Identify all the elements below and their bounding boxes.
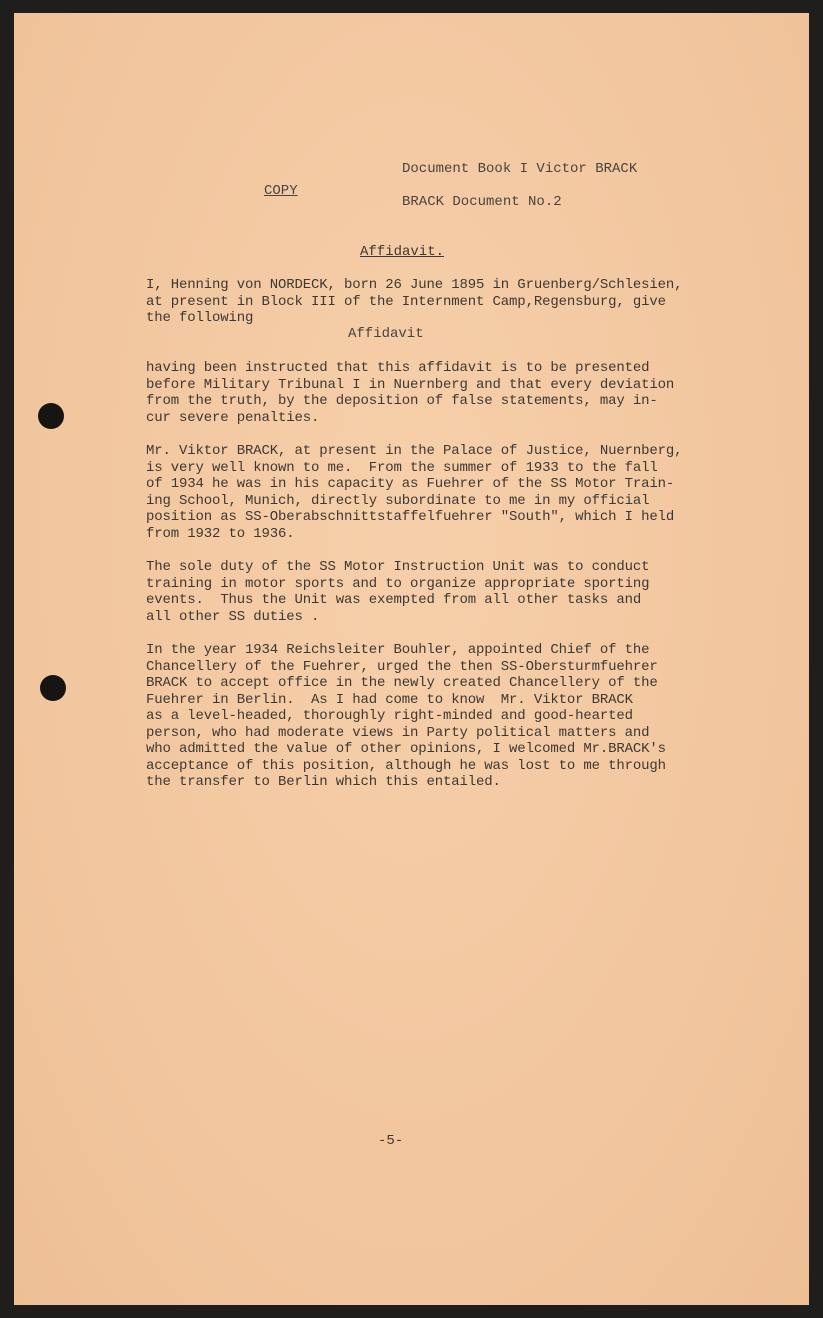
text-line: In the year 1934 Reichsleiter Bouhler, appointed Chief of the: [146, 642, 650, 658]
text-line: I, Henning von NORDECK, born 26 June 1895 in Gruenberg/Schlesien,: [146, 277, 683, 293]
text-line: before Military Tribunal I in Nuernberg and that every deviation: [146, 376, 675, 393]
affidavit-heading: Affidavit: [348, 326, 424, 342]
paragraph-instruction: [146, 360, 706, 426]
punch-hole: [38, 403, 64, 429]
text-line: ing School, Munich, directly subordinate to me in my official: [146, 492, 650, 509]
text-line: person, who had moderate views in Party political matters and: [146, 724, 650, 741]
text-line: from the truth, by the deposition of false statements, may in-: [146, 393, 658, 409]
text-line: having been instructed that this affidavit is to be presented: [146, 360, 650, 376]
document-book-label: Document Book I Victor BRACK: [402, 161, 638, 177]
intro-paragraph: [146, 277, 706, 327]
text-line: BRACK to accept office in the newly created Chancellery of the: [146, 675, 658, 691]
copy-mark: COPY: [264, 183, 298, 199]
text-line: the following: [146, 310, 254, 326]
text-line: position as SS-Oberabschnittstaffelfuehrer "South", which I held: [146, 509, 675, 525]
text-line: Mr. Viktor BRACK, at present in the Palace of Justice, Nuernberg,: [146, 443, 683, 459]
paragraph-motor-unit: [146, 559, 706, 625]
page-title: Affidavit.: [360, 244, 445, 260]
text-line: training in motor sports and to organize appropriate sporting: [146, 575, 650, 592]
text-line: events. Thus the Unit was exempted from all other tasks and: [146, 592, 642, 608]
text-line: The sole duty of the SS Motor Instruction Unit was to conduct: [146, 559, 650, 575]
text-line: from 1932 to 1936.: [146, 525, 295, 542]
text-line: acceptance of this position, although he was lost to me through: [146, 757, 666, 774]
text-line: cur severe penalties.: [146, 409, 320, 426]
text-line: Chancellery of the Fuehrer, urged the then SS-Obersturmfuehrer: [146, 658, 658, 675]
paragraph-chancellery: [146, 642, 706, 791]
text-line: as a level-headed, thoroughly right-minded and good-hearted: [146, 708, 633, 724]
text-line: is very well known to me. From the summer of 1933 to the fall: [146, 459, 658, 476]
document-number: BRACK Document No.2: [402, 194, 562, 210]
text-line: the transfer to Berlin which this entailed.: [146, 774, 501, 790]
punch-hole: [40, 675, 66, 701]
text-line: who admitted the value of other opinions, I welcomed Mr.BRACK's: [146, 741, 666, 757]
text-line: all other SS duties .: [146, 608, 320, 625]
text-line: of 1934 he was in his capacity as Fuehrer of the SS Motor Train-: [146, 476, 675, 492]
text-line: at present in Block III of the Internment Camp,Regensburg, give: [146, 293, 666, 310]
paragraph-brack-known: [146, 443, 706, 542]
text-line: Fuehrer in Berlin. As I had come to know Mr. Viktor BRACK: [146, 691, 633, 708]
page-number: -5-: [378, 1133, 404, 1149]
